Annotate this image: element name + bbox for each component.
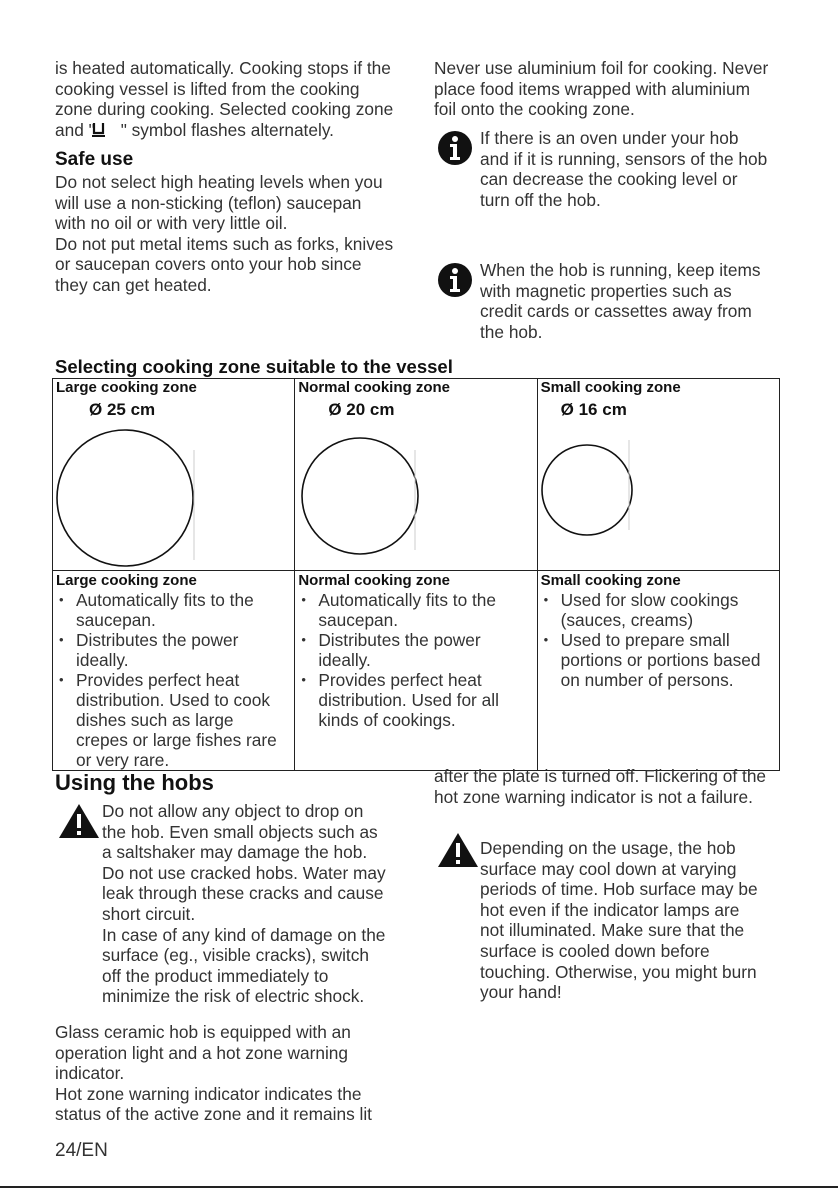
- text-line: Glass ceramic hob is equipped with an: [55, 1022, 351, 1042]
- zone-bullet-list: [56, 590, 294, 770]
- zone-title: Large cooking zone: [56, 572, 197, 589]
- hot-zone-continued: [434, 766, 804, 807]
- text-line: not illuminated. Make sure that the: [480, 920, 745, 941]
- list-item: • Used to prepare small portions or portions based on number of persons.: [541, 630, 779, 690]
- text-line: hot zone warning indicator is not a failure.: [434, 786, 753, 807]
- list-item: • Provides perfect heat distribution. Used to cook dishes such as large crepes or large fishes rare or very rare.: [56, 670, 294, 770]
- info-icon: [437, 262, 473, 298]
- text-line: Do not allow any object to drop on: [102, 801, 364, 821]
- zone-description-cell: [295, 571, 537, 771]
- info-icon: [437, 130, 473, 166]
- zone-diameter: Ø 16 cm: [560, 400, 627, 419]
- intro-paragraph: [55, 58, 415, 140]
- text-line: turn off the hob.: [480, 189, 601, 210]
- cooking-zone-table: [52, 378, 780, 771]
- text-line: they can get heated.: [55, 274, 212, 295]
- zone-title: Small cooking zone: [540, 379, 681, 396]
- zone-diameter: Ø 20 cm: [328, 400, 395, 419]
- safe-use-section: [55, 148, 415, 296]
- text-line: the hob. Even small objects such as: [102, 821, 378, 842]
- text-line: periods of time. Hob surface may be: [480, 879, 758, 900]
- text-line: is heated automatically. Cooking stops if the: [55, 58, 391, 78]
- text-line: status of the active zone and it remains lit: [55, 1104, 372, 1125]
- text-line: indicator.: [55, 1063, 125, 1084]
- text-line: touching. Otherwise, you might burn: [480, 961, 757, 982]
- large-zone-circle-icon: [56, 420, 216, 570]
- list-item: • Automatically fits to the saucepan.: [298, 590, 536, 630]
- zone-description-cell: [537, 571, 779, 771]
- safe-use-heading: Safe use: [55, 149, 134, 170]
- list-item: • Provides perfect heat distribution. Used for all kinds of cookings.: [298, 670, 536, 730]
- warning-burn-note: [480, 838, 800, 1003]
- list-item: • Distributes the power ideally.: [298, 630, 536, 670]
- text-line: and if it is running, sensors of the hob: [480, 148, 768, 169]
- residual-heat-symbol-icon: [91, 121, 106, 138]
- text-line: leak through these cracks and cause: [102, 883, 384, 904]
- text-line: a saltshaker may damage the hob.: [102, 842, 368, 863]
- list-item: • Distributes the power ideally.: [56, 630, 294, 670]
- page-number: 24/EN: [55, 1140, 108, 1161]
- text-line: zone during cooking. Selected cooking zone: [55, 99, 394, 120]
- text-line: hot even if the indicator lamps are: [480, 899, 740, 920]
- table-row: [53, 379, 780, 571]
- text-line: Depending on the usage, the hob: [480, 838, 736, 858]
- text-line: Do not select high heating levels when you: [55, 172, 383, 192]
- text-line: the hob.: [480, 321, 543, 342]
- text-line: Hot zone warning indicator indicates the: [55, 1083, 362, 1104]
- text-line: place food items wrapped with aluminium: [434, 78, 751, 99]
- text-line: surface may cool down at varying: [480, 858, 737, 879]
- zone-title: Large cooking zone: [56, 379, 197, 396]
- text-line: Do not put metal items such as forks, knives: [55, 233, 394, 254]
- zone-bullet-list: [298, 590, 536, 730]
- text-line: surface (eg., visible cracks), switch: [102, 945, 369, 966]
- info-note-oven: [480, 128, 800, 210]
- zone-diagram-cell: [295, 379, 537, 571]
- text-line: after the plate is turned off. Flickering of the: [434, 766, 767, 786]
- warning-damage-note: [102, 801, 422, 1007]
- warning-icon: [58, 803, 100, 839]
- info-note-magnetic: [480, 260, 800, 342]
- zone-title: Normal cooking zone: [298, 572, 451, 589]
- text-line: can decrease the cooking level or: [480, 169, 738, 190]
- list-item: • Used for slow cookings (sauces, creams): [541, 590, 779, 630]
- zone-bullet-list: [541, 590, 779, 690]
- zone-diameter: Ø 25 cm: [89, 400, 156, 419]
- using-hobs-heading: Using the hobs: [55, 770, 214, 795]
- zone-title: Normal cooking zone: [298, 379, 451, 396]
- normal-zone-circle-icon: [298, 420, 458, 570]
- text-line: In case of any kind of damage on the: [102, 924, 386, 945]
- text-line-fragment: and " " symbol flashes alternately.: [55, 119, 334, 140]
- warning-icon: [437, 832, 479, 868]
- small-zone-circle-icon: [541, 420, 701, 570]
- zone-description-cell: [53, 571, 295, 771]
- zone-title: Small cooking zone: [540, 572, 681, 589]
- text-line: foil onto the cooking zone.: [434, 99, 635, 120]
- zone-diagram-cell: [537, 379, 779, 571]
- text-line: Do not use cracked hobs. Water may: [102, 862, 386, 883]
- table-row: [53, 571, 780, 771]
- text-line: [55, 120, 415, 141]
- list-item: • Automatically fits to the saucepan.: [56, 590, 294, 630]
- zone-diagram-cell: [53, 379, 295, 571]
- text-line: your hand!: [480, 982, 562, 1003]
- text-line: Never use aluminium foil for cooking. Never: [434, 58, 769, 78]
- text-line: When the hob is running, keep items: [480, 260, 761, 280]
- text-line: operation light and a hot zone warning: [55, 1042, 349, 1063]
- aluminium-paragraph: [434, 58, 794, 120]
- hot-zone-paragraph: [55, 1022, 415, 1125]
- text-line: cooking vessel is lifted from the cooking: [55, 78, 360, 99]
- text-line: minimize the risk of electric shock.: [102, 986, 365, 1007]
- text-line: or saucepan covers onto your hob since: [55, 254, 362, 275]
- text-line: off the product immediately to: [102, 965, 329, 986]
- footer-divider: [0, 1186, 838, 1188]
- text-line: surface is cooled down before: [480, 940, 710, 961]
- text-line: short circuit.: [102, 903, 196, 924]
- text-line: with magnetic properties such as: [480, 280, 732, 301]
- text-line: credit cards or cassettes away from: [480, 301, 752, 322]
- text-line: If there is an oven under your hob: [480, 128, 739, 148]
- table-heading: Selecting cooking zone suitable to the vessel: [55, 356, 453, 377]
- text-line: will use a non-sticking (teflon) saucepan: [55, 192, 362, 213]
- text-line: with no oil or with very little oil.: [55, 213, 288, 234]
